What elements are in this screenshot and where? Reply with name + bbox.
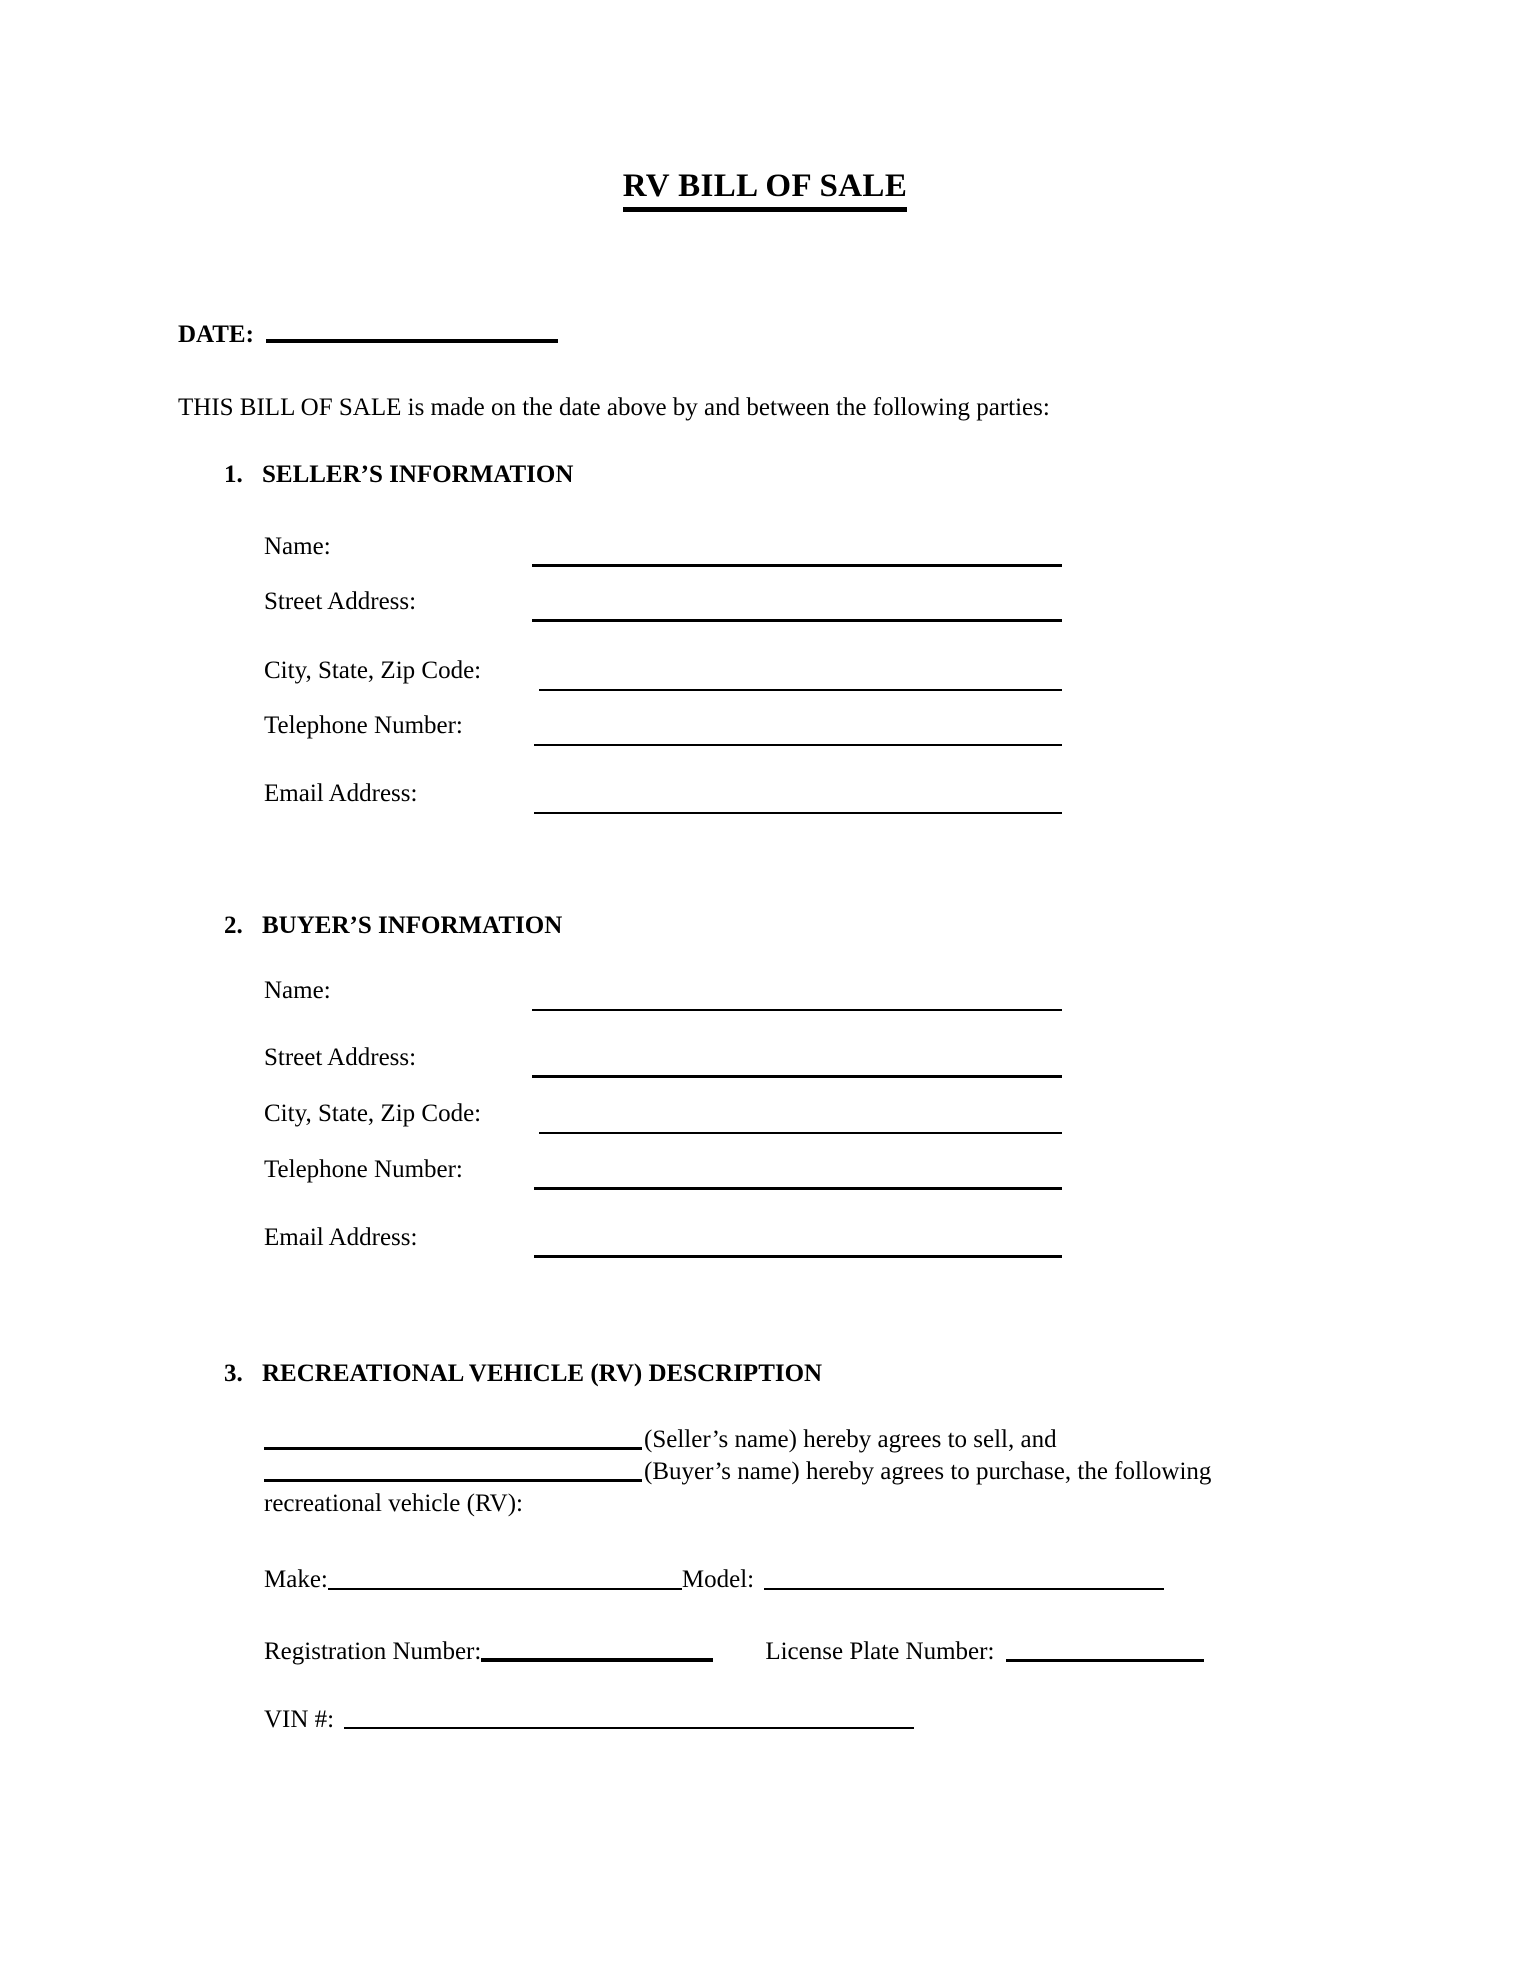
seller-name-label: Name: [264, 533, 331, 560]
buyer-street-input-line[interactable] [532, 1075, 1062, 1078]
rv-agreement-paragraph [264, 1424, 1374, 1520]
vin-row [264, 1706, 914, 1734]
seller-telephone-input-line[interactable] [534, 744, 1062, 746]
rv-seller-clause-text: (Seller’s name) hereby agrees to sell, and [644, 1426, 1057, 1453]
make-model-row [264, 1566, 1164, 1594]
seller-city-label: City, State, Zip Code: [264, 657, 482, 684]
date-input-line[interactable] [266, 339, 558, 343]
make-label: Make: [264, 1566, 328, 1593]
buyer-city-row [264, 1100, 1074, 1130]
license-plate-label: License Plate Number: [765, 1638, 995, 1665]
make-input-line[interactable] [328, 1588, 682, 1590]
buyer-name-row [264, 977, 1074, 1007]
buyer-email-row [264, 1224, 1074, 1254]
section-heading-buyer [224, 912, 562, 940]
rv-paragraph-tail: recreational vehicle (RV): [264, 1490, 523, 1517]
rv-seller-clause-row [264, 1424, 1374, 1456]
rv-buyer-clause-text: (Buyer’s name) hereby agrees to purchase, the following [644, 1458, 1212, 1485]
seller-city-input-line[interactable] [539, 689, 1062, 691]
registration-license-row [264, 1638, 1204, 1666]
buyer-email-input-line[interactable] [534, 1255, 1062, 1258]
registration-number-label: Registration Number: [264, 1638, 482, 1665]
seller-email-row [264, 780, 1074, 810]
seller-email-label: Email Address: [264, 780, 418, 807]
date-row [178, 322, 558, 347]
buyer-street-row [264, 1044, 1074, 1074]
seller-name-row [264, 533, 1074, 563]
buyer-city-input-line[interactable] [539, 1132, 1062, 1134]
seller-street-input-line[interactable] [532, 619, 1062, 622]
section-title-seller: SELLER’S INFORMATION [262, 461, 574, 488]
intro-paragraph: THIS BILL OF SALE is made on the date above by and between the following parties: [178, 394, 1050, 421]
model-label: Model: [681, 1566, 755, 1593]
buyer-email-label: Email Address: [264, 1224, 418, 1251]
seller-city-row [264, 657, 1074, 687]
rv-seller-name-input-line[interactable] [264, 1447, 642, 1450]
section-number-rv: 3. [224, 1360, 243, 1387]
section-number-buyer: 2. [224, 912, 243, 939]
seller-email-input-line[interactable] [534, 812, 1062, 814]
seller-name-input-line[interactable] [532, 564, 1062, 567]
buyer-street-label: Street Address: [264, 1044, 417, 1071]
section-title-buyer: BUYER’S INFORMATION [262, 912, 563, 939]
section-heading-seller [224, 461, 573, 489]
model-input-line[interactable] [764, 1588, 1164, 1590]
buyer-telephone-input-line[interactable] [534, 1187, 1062, 1190]
vin-input-line[interactable] [344, 1727, 914, 1729]
seller-telephone-label: Telephone Number: [264, 712, 463, 739]
page-title-text: RV BILL OF SALE [623, 169, 908, 212]
buyer-telephone-row [264, 1156, 1074, 1186]
buyer-name-input-line[interactable] [532, 1009, 1062, 1011]
seller-street-label: Street Address: [264, 588, 417, 615]
seller-street-row [264, 588, 1074, 618]
section-number-seller: 1. [224, 461, 243, 488]
license-plate-input-line[interactable] [1006, 1659, 1204, 1662]
seller-telephone-row [264, 712, 1074, 742]
buyer-telephone-label: Telephone Number: [264, 1156, 463, 1183]
buyer-name-label: Name: [264, 977, 331, 1004]
section-title-rv: RECREATIONAL VEHICLE (RV) DESCRIPTION [262, 1360, 823, 1387]
page-title [0, 168, 1530, 212]
rv-buyer-name-input-line[interactable] [264, 1479, 642, 1482]
section-heading-rv [224, 1360, 822, 1388]
date-label: DATE: [178, 321, 254, 348]
buyer-city-label: City, State, Zip Code: [264, 1100, 482, 1127]
rv-buyer-clause-row [264, 1456, 1374, 1488]
registration-number-input-line[interactable] [481, 1658, 713, 1662]
vin-label: VIN #: [264, 1706, 335, 1733]
